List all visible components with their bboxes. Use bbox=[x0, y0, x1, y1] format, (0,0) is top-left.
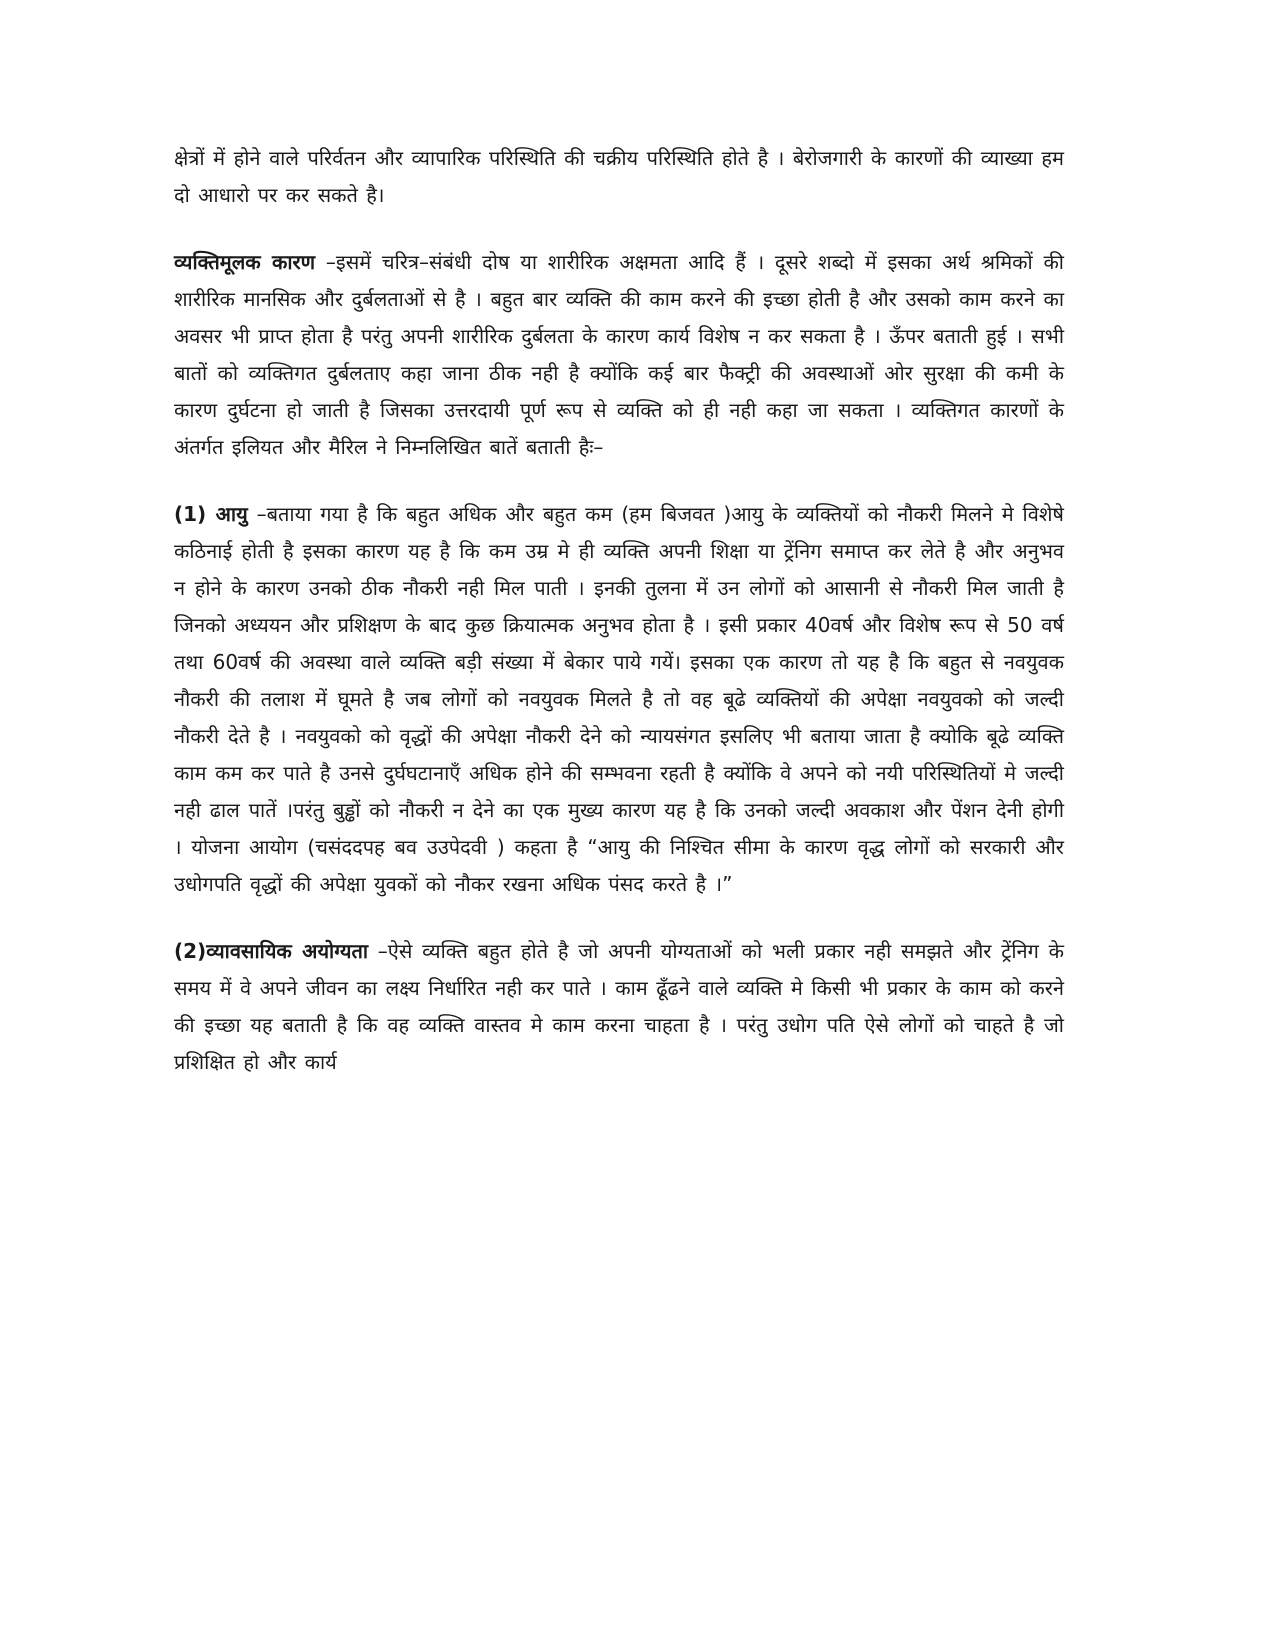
paragraph-intro bbox=[174, 140, 1064, 214]
paragraph-heading: (1) आयु bbox=[174, 502, 248, 526]
paragraph-age bbox=[174, 496, 1064, 903]
paragraph-personal-causes bbox=[174, 244, 1064, 466]
paragraph-heading: व्यक्तिमूलक कारण bbox=[174, 250, 316, 274]
paragraph-text: –ऐसे व्यक्ति बहुत होते है जो अपनी योग्यताओं को भली प्रकार नही समझते और ट्रेंनिग के समय में वे अपने जीवन का लक्ष्य निर्धारित नही कर पाते । काम ढूँढने वाले व्यक्ति मे किसी भी प्रकार के काम को करने की इच्छा यह बताती है कि वह व्यक्ति वास्तव मे काम करना चाहता है । परंतु उधोग पति ऐसे लोगों को चाहते है जो प्रशिक्षित हो और कार्य bbox=[174, 939, 1064, 1074]
paragraph-heading: (2)व्यावसायिक अयोग्यता bbox=[174, 939, 369, 963]
paragraph-vocational-inability bbox=[174, 933, 1064, 1081]
paragraph-text: क्षेत्रों में होने वाले परिर्वतन और व्यापारिक परिस्थिति की चक्रीय परिस्थिति होते है । बेरोजगारी के कारणों की व्याख्या हम दो आधारो पर कर सकते है। bbox=[174, 146, 1064, 207]
document-body bbox=[174, 140, 1064, 1081]
paragraph-text: –बताया गया है कि बहुत अधिक और बहुत कम (हम बिजवत )आयु के व्यक्तियों को नौकरी मिलने मे विशेषे कठिनाई होती है इसका कारण यह है कि कम उम्र मे ही व्यक्ति अपनी शिक्षा या ट्रेंनिग समाप्त कर लेते है और अनुभव न होने के कारण उनको ठीक नौकरी नही मिल पाती । इनकी तुलना में उन लोगों को आसानी से नौकरी मिल जाती है जिनको अध्ययन और प्रशिक्षण के बाद कुछ क्रियात्मक अनुभव होता है । इसी प्रकार 40वर्ष और विशेष रूप से 50 वर्ष तथा 60वर्ष की अवस्था वाले व्यक्ति बड़ी संख्या में बेकार पाये गयें। इसका एक कारण तो यह है कि बहुत से नवयुवक नौकरी की तलाश में घूमते है जब लोगों को नवयुवक मिलते है तो वह बूढे व्यक्तियों की अपेक्षा नवयुवको को जल्दी नौकरी देते है । नवयुवको को वृद्धों की अपेक्षा नौकरी देने को न्यायसंगत इसलिए भी बताया जाता है क्योकि बूढे व्यक्ति काम कम कर पाते है उनसे दुर्घघटानाएँ अधिक होने की सम्भवना रहती है क्योंकि वे अपने को नयी परिस्थितियों मे जल्दी नही ढाल पातें ।परंतु बुड्ढों को नौकरी न देने का एक मुख्य कारण यह है कि उनको जल्दी अवकाश और पेंशन देनी होगी । योजना आयोग (चसंददपह बव उउपेदवी ) कहता है “आयु की निश्चित सीमा के कारण वृद्ध लोगों को सरकारी और उधोगपति वृद्धों की अपेक्षा युवकों को नौकर रखना अधिक पंसद करते है ।” bbox=[174, 502, 1064, 896]
paragraph-text: –इसमें चरित्र–संबंधी दोष या शारीरिक अक्षमता आदि हैं । दूसरे शब्दो में इसका अर्थ श्रमिकों की शारीरिक मानसिक और दुर्बलताओं से है । बहुत बार व्यक्ति की काम करने की इच्छा होती है और उसको काम करने का अवसर भी प्राप्त होता है परंतु अपनी शारीरिक दुर्बलता के कारण कार्य विशेष न कर सकता है । ऊँपर बताती हुई । सभी बातों को व्यक्तिगत दुर्बलताए कहा जाना ठीक नही है क्योंकि कई बार फैक्ट्री की अवस्थाओं ओर सुरक्षा की कमी के कारण दुर्घटना हो जाती है जिसका उत्तरदायी पूर्ण रूप से व्यक्ति को ही नही कहा जा सकता । व्यक्तिगत कारणों के अंतर्गत इलियत और मैरिल ने निम्नलिखित बातें बताती हैः– bbox=[174, 250, 1064, 459]
